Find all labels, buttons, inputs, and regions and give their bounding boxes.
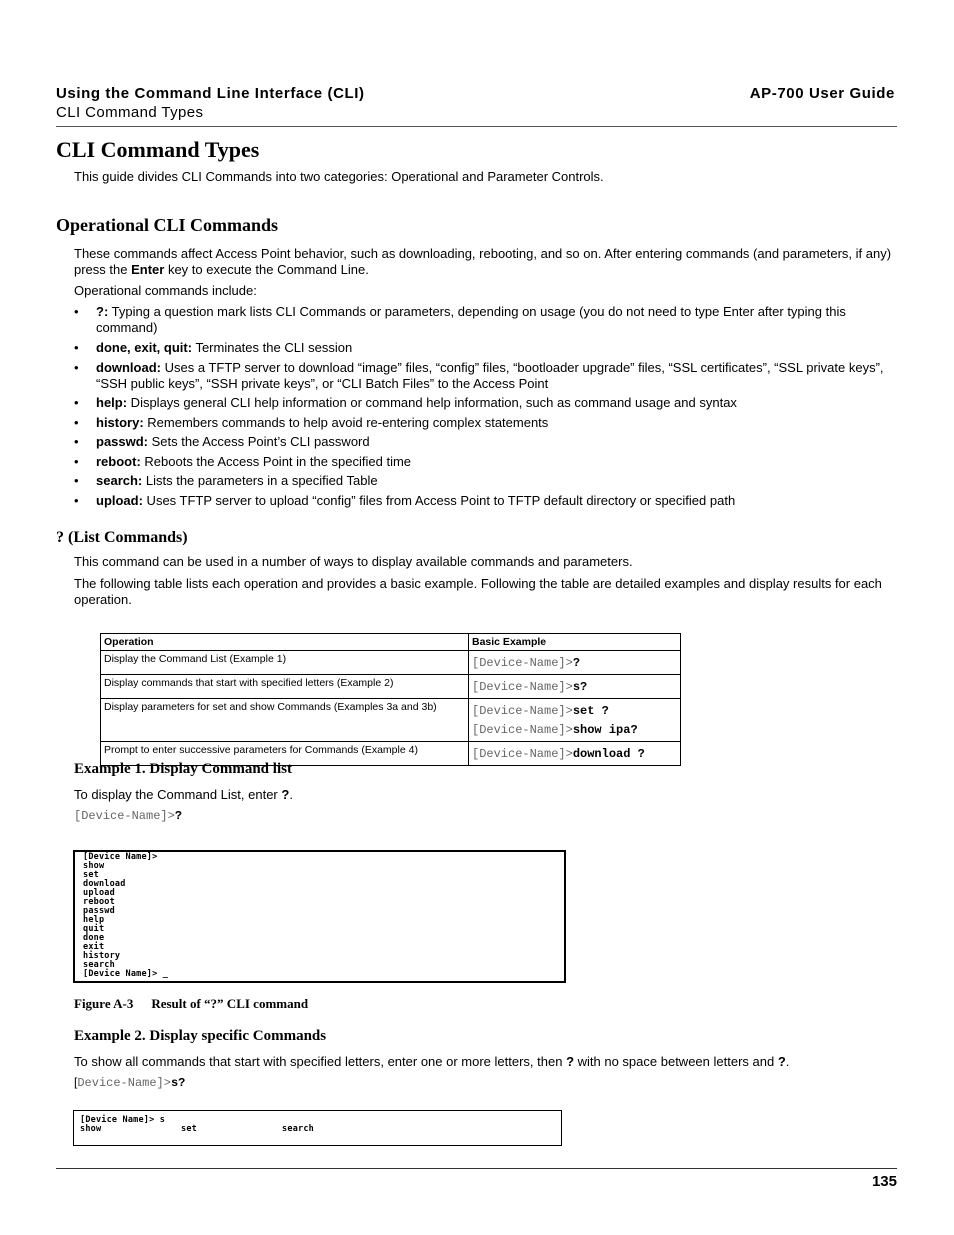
list-commands-heading: ? (List Commands) <box>56 529 188 546</box>
table-cell-operation: Display the Command List (Example 1) <box>101 651 469 675</box>
header-section: CLI Command Types <box>56 104 204 121</box>
page-title: CLI Command Types <box>56 137 260 162</box>
table-cell-operation: Display parameters for set and show Commands (Examples 3a and 3b) <box>101 699 469 742</box>
list-commands-paragraph-1: This command can be used in a number of ways to display available commands and parameters. <box>74 554 633 569</box>
list-commands-paragraph-2: The following table lists each operation and provides a basic example. Following the table are detailed examples and display results for each operation. <box>74 576 882 607</box>
page-number: 135 <box>871 1173 897 1190</box>
table-cell-operation: Prompt to enter successive parameters for Commands (Example 4) <box>101 742 469 766</box>
intro-paragraph: This guide divides CLI Commands into two categories: Operational and Parameter Controls. <box>74 169 604 184</box>
terminal-screenshot-2 <box>73 1110 562 1146</box>
table-cell-example: [Device-Name]>download ? <box>469 742 681 766</box>
bullet-item: • help: Displays general CLI help information or command help information, such as command usage and syntax <box>74 395 737 410</box>
footer-rule <box>56 1168 897 1169</box>
example1-command: [Device-Name]>? <box>74 809 183 823</box>
example2-command: [Device-Name]>s? <box>74 1075 186 1090</box>
table-cell-example: [Device-Name]>set ? [Device-Name]>show ipa? <box>469 699 681 742</box>
terminal-output: [Device Name]> s show set search <box>80 1115 314 1134</box>
operations-table <box>100 633 681 766</box>
example1-text: To display the Command List, enter ?. <box>74 787 293 802</box>
example1-heading: Example 1. Display Command list <box>74 761 292 777</box>
bullet-item: • history: Remembers commands to help avoid re-entering complex statements <box>74 415 549 430</box>
table-row <box>101 675 681 699</box>
bullet-item: • ?: Typing a question mark lists CLI Commands or parameters, depending on usage (you do not need to type Enter after typing this command) <box>74 304 846 335</box>
header-rule <box>56 126 897 127</box>
header-chapter: Using the Command Line Interface (CLI) <box>56 85 365 102</box>
bullet-item: • search: Lists the parameters in a specified Table <box>74 473 378 488</box>
operational-heading: Operational CLI Commands <box>56 215 279 235</box>
bullet-item: • done, exit, quit: Terminates the CLI session <box>74 340 353 355</box>
bullet-item: • upload: Uses TFTP server to upload “config” files from Access Point to TFTP default directory or specified path <box>74 493 736 508</box>
table-cell-example: [Device-Name]>? <box>469 651 681 675</box>
table-row <box>101 651 681 675</box>
bullet-item: • download: Uses a TFTP server to download “image” files, “config” files, “bootloader upgrade” files, “SSL certificates”, “SSL private keys”, “SSH public keys”, “SSH private keys”, or “CLI Batch Files” to the Access Point <box>74 360 884 391</box>
header-guide-title: AP-700 User Guide <box>749 85 895 102</box>
example2-heading: Example 2. Display specific Commands <box>74 1028 327 1044</box>
operational-paragraph: These commands affect Access Point behavior, such as downloading, rebooting, and so on. After entering commands (and parameters, if any) press the Enter key to execute the Command Line. <box>74 246 892 277</box>
table-header-row <box>101 634 681 651</box>
table-row <box>101 699 681 742</box>
table-header-example: Basic Example <box>469 634 681 651</box>
terminal-output: [Device Name]> show set download upload reboot passwd help quit done exit history search [Device Name]> _ <box>83 852 169 979</box>
figure-caption: Figure A-3 Result of “?” CLI command <box>74 996 309 1011</box>
table-header-operation: Operation <box>101 634 469 651</box>
operational-include-text: Operational commands include: <box>74 283 257 298</box>
bullet-item: • passwd: Sets the Access Point’s CLI password <box>74 434 370 449</box>
table-cell-operation: Display commands that start with specified letters (Example 2) <box>101 675 469 699</box>
table-cell-example: [Device-Name]>s? <box>469 675 681 699</box>
terminal-screenshot-1 <box>73 850 566 983</box>
bullet-item: • reboot: Reboots the Access Point in the specified time <box>74 454 412 469</box>
example2-text: To show all commands that start with specified letters, enter one or more letters, then ? with no space between letters and ?. <box>74 1054 790 1069</box>
